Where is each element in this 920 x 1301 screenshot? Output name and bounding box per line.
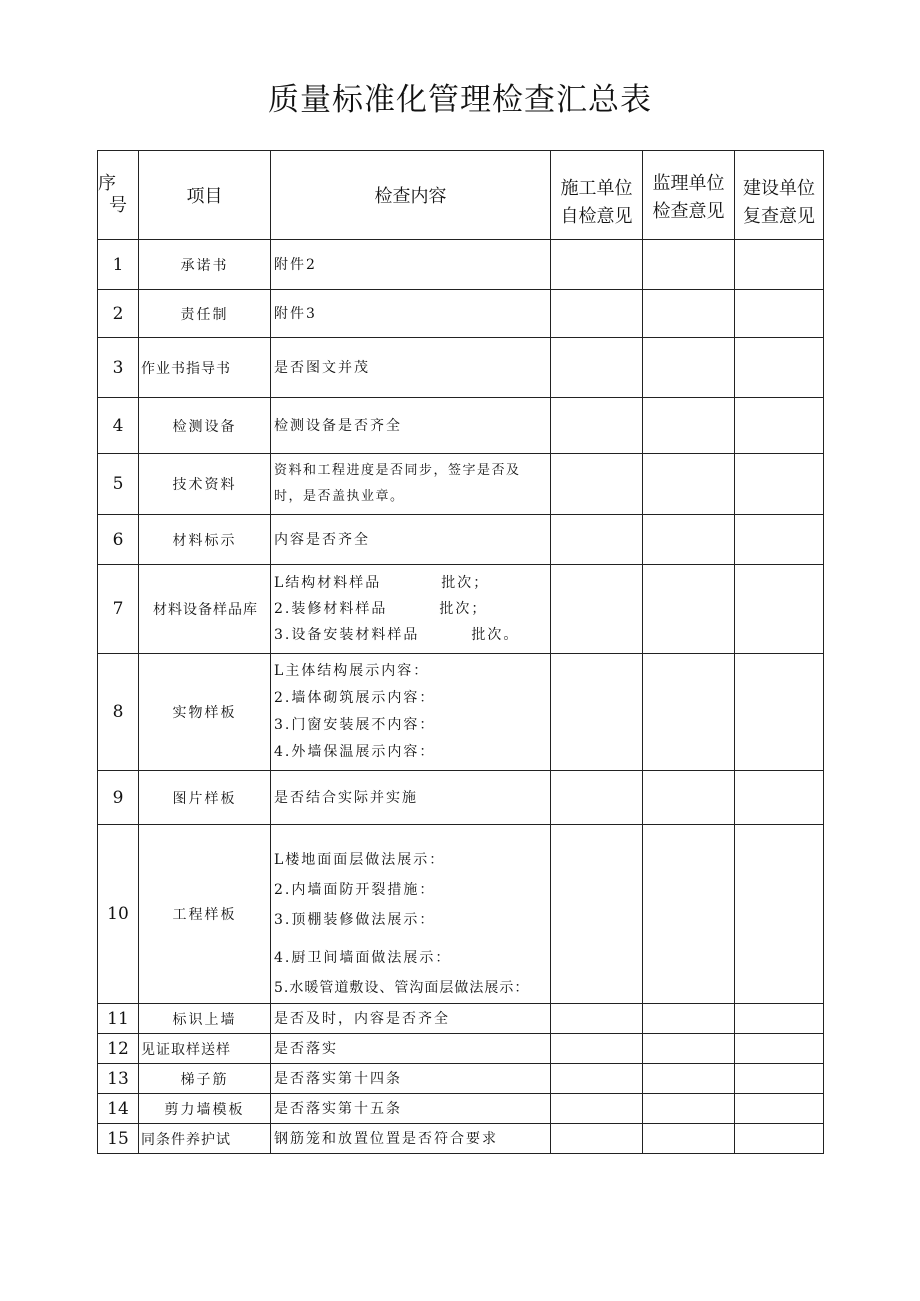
contractor-opinion-cell[interactable] [551, 1124, 643, 1154]
row-content [271, 1094, 551, 1124]
row-number: 8 [98, 654, 139, 771]
supervisor-opinion-cell[interactable] [643, 454, 735, 515]
row-content [271, 1064, 551, 1094]
row-item: 工程样板 [139, 825, 271, 1004]
header-supervisor-a: 监理单位 [652, 173, 725, 194]
supervisor-opinion-cell[interactable] [643, 1004, 735, 1034]
contractor-opinion-cell[interactable] [551, 338, 643, 398]
row-content [271, 240, 551, 290]
row-number: 6 [98, 515, 139, 565]
row-number: 4 [98, 398, 139, 454]
supervisor-opinion-cell[interactable] [643, 290, 735, 338]
content-line: 资料和工程进度是否同步，签字是否及 [274, 463, 521, 478]
supervisor-opinion-cell[interactable] [643, 825, 735, 1004]
content-line: 3.门窗安装展不内容： [274, 717, 436, 733]
row-number: 1 [98, 240, 139, 290]
table-row [98, 240, 824, 290]
owner-opinion-cell[interactable] [735, 771, 824, 825]
contractor-opinion-cell[interactable] [551, 1094, 643, 1124]
row-item: 作业书指导书 [139, 338, 271, 398]
header-owner-b: 复查意见 [743, 206, 815, 227]
contractor-opinion-cell[interactable] [551, 825, 643, 1004]
row-content [271, 398, 551, 454]
content-line: 是否落实第十四条 [274, 1070, 402, 1087]
header-row [98, 151, 824, 240]
row-item: 实物样板 [139, 654, 271, 771]
header-seq-a: 序 [98, 173, 116, 194]
row-content [271, 454, 551, 515]
supervisor-opinion-cell[interactable] [643, 654, 735, 771]
row-content [271, 771, 551, 825]
row-number: 15 [98, 1124, 139, 1154]
table-row [98, 654, 824, 771]
contractor-opinion-cell[interactable] [551, 454, 643, 515]
owner-opinion-cell[interactable] [735, 398, 824, 454]
supervisor-opinion-cell[interactable] [643, 515, 735, 565]
content-line [274, 622, 550, 648]
content-line: L楼地面面层做法展示： [274, 852, 446, 868]
content-line: 时，是否盖执业章。 [274, 489, 405, 504]
row-content [271, 338, 551, 398]
table-row [98, 454, 824, 515]
table-row [98, 1064, 824, 1094]
header-seq-b: 号 [109, 195, 127, 216]
owner-opinion-cell[interactable] [735, 290, 824, 338]
content-line: 检测设备是否齐全 [274, 417, 402, 434]
supervisor-opinion-cell[interactable] [643, 240, 735, 290]
table-row [98, 290, 824, 338]
row-content [271, 1004, 551, 1034]
page-title: 质量标准化管理检查汇总表 [268, 82, 652, 118]
row-number: 9 [98, 771, 139, 825]
row-number: 13 [98, 1064, 139, 1094]
header-seq [98, 151, 139, 240]
content-label: 2.装修材料样品 [274, 601, 388, 617]
header-owner-a: 建设单位 [743, 178, 815, 199]
content-line: 4.外墙保温展示内容： [274, 744, 436, 760]
table-row [98, 398, 824, 454]
row-content [271, 654, 551, 771]
content-line: 内容是否齐全 [274, 531, 370, 548]
content-batch: 批次。 [471, 627, 520, 643]
header-owner-review [735, 151, 824, 240]
owner-opinion-cell[interactable] [735, 1034, 824, 1064]
owner-opinion-cell[interactable] [735, 825, 824, 1004]
contractor-opinion-cell[interactable] [551, 1064, 643, 1094]
content-line: 是否图文并茂 [274, 359, 370, 376]
content-label: 3.设备安装材料样品 [274, 627, 420, 643]
contractor-opinion-cell[interactable] [551, 398, 643, 454]
row-item: 梯子筋 [139, 1064, 271, 1094]
row-number: 2 [98, 290, 139, 338]
content-line: 附件2 [274, 256, 317, 273]
owner-opinion-cell[interactable] [735, 1094, 824, 1124]
contractor-opinion-cell[interactable] [551, 565, 643, 654]
content-line [274, 596, 550, 622]
supervisor-opinion-cell[interactable] [643, 771, 735, 825]
row-number: 14 [98, 1094, 139, 1124]
content-label: L结构材料样品 [274, 575, 382, 591]
row-content [271, 565, 551, 654]
header-supervisor-check [643, 151, 735, 240]
inspection-summary-table [97, 150, 824, 1154]
row-number: 10 [98, 825, 139, 1004]
table-row [98, 1004, 824, 1034]
table-row [98, 825, 824, 1004]
row-item: 见证取样送样 [139, 1034, 271, 1064]
content-batch: 批次； [441, 575, 490, 591]
content-batch: 批次； [439, 601, 488, 617]
owner-opinion-cell[interactable] [735, 454, 824, 515]
table-row [98, 515, 824, 565]
row-number: 3 [98, 338, 139, 398]
owner-opinion-cell[interactable] [735, 240, 824, 290]
content-line: 4.厨卫间墙面做法展示： [274, 950, 452, 966]
owner-opinion-cell[interactable] [735, 565, 824, 654]
contractor-opinion-cell[interactable] [551, 654, 643, 771]
content-line: 3.顶棚装修做法展示： [274, 912, 436, 928]
header-contractor-check [551, 151, 643, 240]
row-content [271, 1034, 551, 1064]
supervisor-opinion-cell[interactable] [643, 398, 735, 454]
supervisor-opinion-cell[interactable] [643, 1124, 735, 1154]
row-number: 5 [98, 454, 139, 515]
table-row [98, 1094, 824, 1124]
row-item: 同条件养护试 [139, 1124, 271, 1154]
table-row [98, 1124, 824, 1154]
row-item: 标识上墙 [139, 1004, 271, 1034]
header-contractor-b: 自检意见 [560, 206, 633, 227]
row-content [271, 1124, 551, 1154]
owner-opinion-cell[interactable] [735, 654, 824, 771]
content-line: 是否及时，内容是否齐全 [274, 1010, 450, 1027]
owner-opinion-cell[interactable] [735, 515, 824, 565]
content-line: 5.水暖管道敷设、管沟面层做法展示： [274, 980, 530, 996]
row-item: 剪力墙模板 [139, 1094, 271, 1124]
row-number: 7 [98, 565, 139, 654]
content-line [274, 570, 550, 596]
content-line: 2.墙体砌筑展示内容： [274, 690, 436, 706]
row-item: 技术资料 [139, 454, 271, 515]
owner-opinion-cell[interactable] [735, 1004, 824, 1034]
supervisor-opinion-cell[interactable] [643, 565, 735, 654]
contractor-opinion-cell[interactable] [551, 1034, 643, 1064]
row-content [271, 515, 551, 565]
row-number: 12 [98, 1034, 139, 1064]
supervisor-opinion-cell[interactable] [643, 1034, 735, 1064]
supervisor-opinion-cell[interactable] [643, 1064, 735, 1094]
content-line: 是否落实第十五条 [274, 1100, 402, 1117]
header-content: 检查内容 [271, 151, 551, 240]
contractor-opinion-cell[interactable] [551, 771, 643, 825]
content-line: 2.内墙面防开裂措施： [274, 882, 436, 898]
table-row [98, 338, 824, 398]
row-item: 责任制 [139, 290, 271, 338]
header-contractor-a: 施工单位 [560, 178, 633, 199]
row-item: 承诺书 [139, 240, 271, 290]
content-line: L主体结构展示内容： [274, 663, 430, 679]
row-item: 图片样板 [139, 771, 271, 825]
contractor-opinion-cell[interactable] [551, 515, 643, 565]
supervisor-opinion-cell[interactable] [643, 1094, 735, 1124]
row-item: 材料设备样品库 [139, 565, 271, 654]
content-line: 附件3 [274, 305, 317, 322]
content-line: 是否结合实际并实施 [274, 789, 418, 806]
row-content [271, 825, 551, 1004]
header-item: 项目 [139, 151, 271, 240]
contractor-opinion-cell[interactable] [551, 1004, 643, 1034]
contractor-opinion-cell[interactable] [551, 290, 643, 338]
contractor-opinion-cell[interactable] [551, 240, 643, 290]
supervisor-opinion-cell[interactable] [643, 338, 735, 398]
content-line: 是否落实 [274, 1040, 338, 1057]
owner-opinion-cell[interactable] [735, 338, 824, 398]
owner-opinion-cell[interactable] [735, 1124, 824, 1154]
row-item: 检测设备 [139, 398, 271, 454]
row-item: 材料标示 [139, 515, 271, 565]
table-row [98, 1034, 824, 1064]
owner-opinion-cell[interactable] [735, 1064, 824, 1094]
table-row [98, 565, 824, 654]
header-supervisor-b: 检查意见 [652, 201, 725, 222]
row-content [271, 290, 551, 338]
content-line: 钢筋笼和放置位置是否符合要求 [274, 1130, 498, 1147]
table-row [98, 771, 824, 825]
row-number: 11 [98, 1004, 139, 1034]
